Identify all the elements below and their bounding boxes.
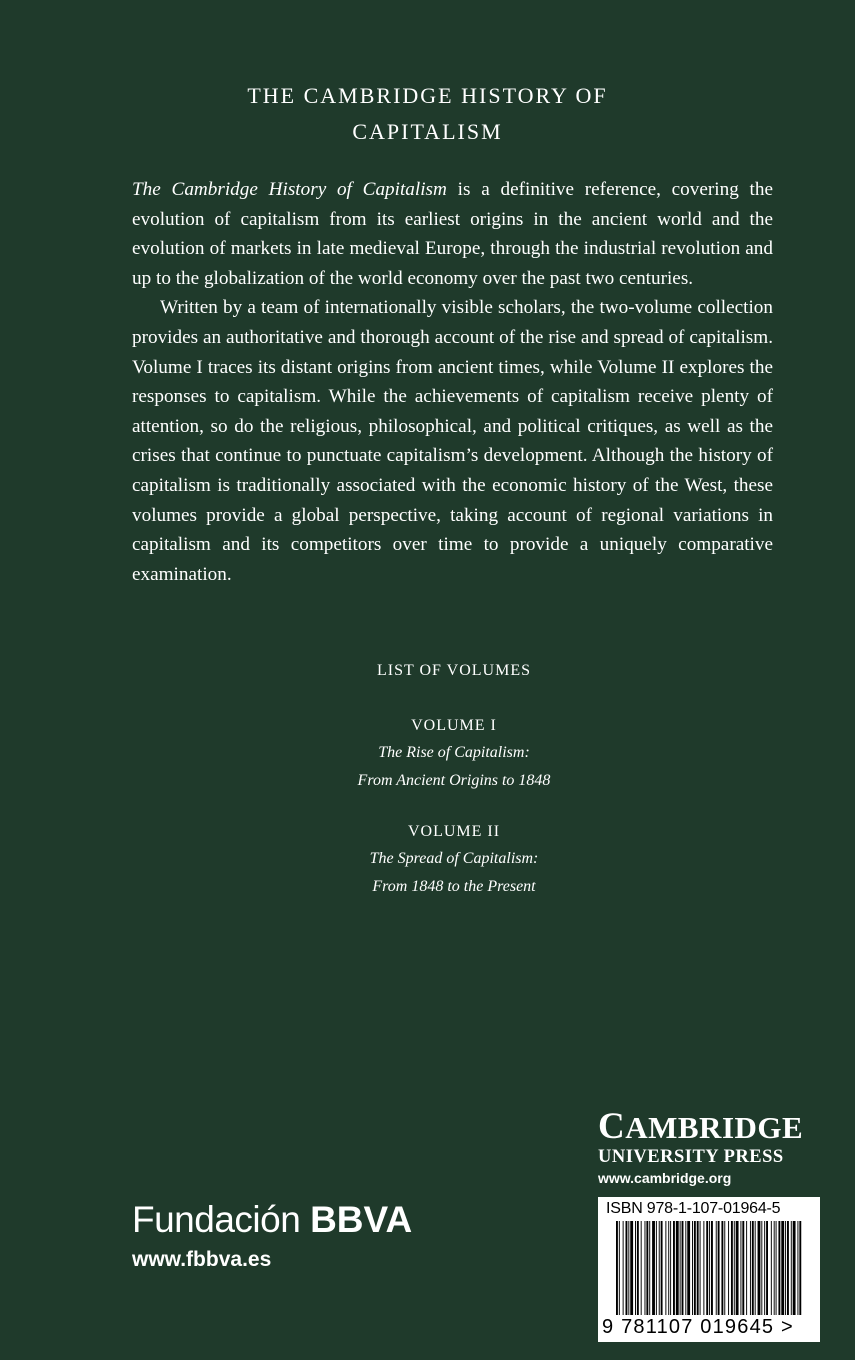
- barcode-bar: [778, 1221, 780, 1315]
- volume-title-line-2: From 1848 to the Present: [372, 878, 536, 895]
- barcode-bar: [649, 1221, 650, 1315]
- barcode-bar: [694, 1221, 696, 1315]
- barcode-bar: [734, 1221, 735, 1315]
- barcode-bar: [628, 1221, 629, 1315]
- isbn-barcode: [598, 1197, 820, 1342]
- barcode-bar: [665, 1221, 666, 1315]
- barcode-bar: [781, 1221, 784, 1315]
- volume-list-heading: LIST OF VOLUMES: [377, 662, 531, 679]
- barcode-bar: [797, 1221, 798, 1315]
- barcode-bar: [736, 1221, 739, 1315]
- barcode-bar: [761, 1221, 762, 1315]
- description-book-title-italic: The Cambridge History of Capitalism: [132, 179, 447, 200]
- barcode-bar: [687, 1221, 690, 1315]
- cambridge-initial: C: [598, 1106, 626, 1147]
- barcode-bar: [766, 1221, 768, 1315]
- barcode-bar: [652, 1221, 655, 1315]
- barcode-bar: [742, 1221, 744, 1315]
- description-paragraph-2: Written by a team of internationally visible scholars, the two-volume collection provides an authoritative and thorough account of the rise and spread of capitalism. Volume I traces its distant origins from ancient times, while Volume II explores the responses to capitalism. While the achievements of capitalism receive plenty of attention, so do the religious, philosophical, and political critiques, as well as the crises that continue to punctuate capitalism’s development. Although the history of capitalism is traditionally associated with the economic history of the West, these volumes provide a global perspective, taking account of regional variations in capitalism and its competitors over time to provide a uniquely comparative examination.: [132, 297, 773, 585]
- barcode-bar: [758, 1221, 761, 1315]
- university-press-text: UNIVERSITY PRESS: [598, 1147, 784, 1167]
- barcode-bar: [752, 1221, 754, 1315]
- cambridge-rest: AMBRIDGE: [625, 1110, 804, 1145]
- book-description: [132, 175, 773, 589]
- barcode-bar: [656, 1221, 657, 1315]
- barcode-bar: [637, 1221, 639, 1315]
- barcode-bar: [728, 1221, 729, 1315]
- book-title: [0, 78, 855, 150]
- barcode-bar: [619, 1221, 620, 1315]
- book-title-line-2: CAPITALISM: [352, 119, 503, 144]
- barcode-bar: [774, 1221, 775, 1315]
- barcode-bar: [626, 1221, 628, 1315]
- book-title-line-1: THE CAMBRIDGE HISTORY OF: [247, 83, 608, 108]
- barcode-bar: [750, 1221, 751, 1315]
- barcode-bar: [793, 1221, 796, 1315]
- barcode-bar: [682, 1221, 684, 1315]
- volume-item-1: [0, 713, 855, 795]
- barcode-bar: [676, 1221, 679, 1315]
- bbva-word: BBVA: [310, 1199, 413, 1240]
- barcode-bar: [673, 1221, 675, 1315]
- barcode-bar: [623, 1221, 624, 1315]
- fundacion-bbva-wordmark: [132, 1196, 412, 1244]
- barcode-bar: [646, 1221, 648, 1315]
- barcode-bar: [799, 1221, 801, 1315]
- volume-title-line-2: From Ancient Origins to 1848: [357, 772, 551, 789]
- barcode-bar: [685, 1221, 686, 1315]
- barcode-bar: [630, 1221, 633, 1315]
- fundacion-word: Fundación: [132, 1199, 301, 1240]
- volume-title-line-1: The Spread of Capitalism:: [369, 850, 539, 867]
- cambridge-url: www.cambridge.org: [598, 1170, 732, 1186]
- barcode-bar: [616, 1221, 618, 1315]
- barcode-bar: [721, 1221, 723, 1315]
- barcode-bar: [764, 1221, 765, 1315]
- barcode-bar: [731, 1221, 733, 1315]
- barcode-bar: [661, 1221, 663, 1315]
- barcode-bar: [755, 1221, 756, 1315]
- barcode-bar: [659, 1221, 660, 1315]
- barcode-bar: [776, 1221, 777, 1315]
- barcode-bar: [703, 1221, 704, 1315]
- barcode-bar: [680, 1221, 681, 1315]
- volume-title-line-1: The Rise of Capitalism:: [378, 744, 530, 761]
- barcode-bar: [692, 1221, 693, 1315]
- barcode-bar: [709, 1221, 710, 1315]
- cambridge-university-press-logo: [598, 1106, 820, 1188]
- barcode-bar: [645, 1221, 646, 1315]
- cambridge-wordmark: [598, 1106, 820, 1147]
- barcode-bar: [700, 1221, 701, 1315]
- volume-list: [0, 659, 855, 901]
- barcode-digits: 9 781107 019645 >: [602, 1316, 794, 1338]
- barcode-bar: [740, 1221, 741, 1315]
- barcode-bar: [787, 1221, 789, 1315]
- barcode-bar: [716, 1221, 717, 1315]
- description-paragraph-1: [132, 175, 773, 293]
- barcode-bar: [746, 1221, 747, 1315]
- description-paragraph-1-text: is a definitive reference, covering the evolution of capitalism from its earliest origins in the ancient world and the evolution of markets in late medieval Europe, through the industrial revolution and up to the globalization of the world economy over the past two centuries.: [132, 179, 773, 289]
- barcode-bar: [791, 1221, 792, 1315]
- barcode-bar: [724, 1221, 725, 1315]
- fundacion-bbva-url: www.fbbva.es: [132, 1248, 272, 1271]
- barcode-bar: [670, 1221, 671, 1315]
- barcode-bar: [771, 1221, 772, 1315]
- barcode-bar: [668, 1221, 669, 1315]
- fundacion-bbva-logo: [132, 1196, 412, 1274]
- isbn-label: ISBN 978-1-107-01964-5: [606, 1200, 781, 1217]
- barcode-bars: [616, 1221, 802, 1315]
- barcode-bar: [706, 1221, 708, 1315]
- barcode-bar: [697, 1221, 699, 1315]
- volume-label: VOLUME II: [407, 823, 501, 840]
- barcode-bar: [635, 1221, 636, 1315]
- barcode-bar: [718, 1221, 720, 1315]
- barcode-bar: [711, 1221, 713, 1315]
- barcode-bar: [641, 1221, 642, 1315]
- volume-label: VOLUME I: [411, 717, 497, 734]
- barcode-bar: [785, 1221, 786, 1315]
- volume-item-2: [0, 819, 855, 901]
